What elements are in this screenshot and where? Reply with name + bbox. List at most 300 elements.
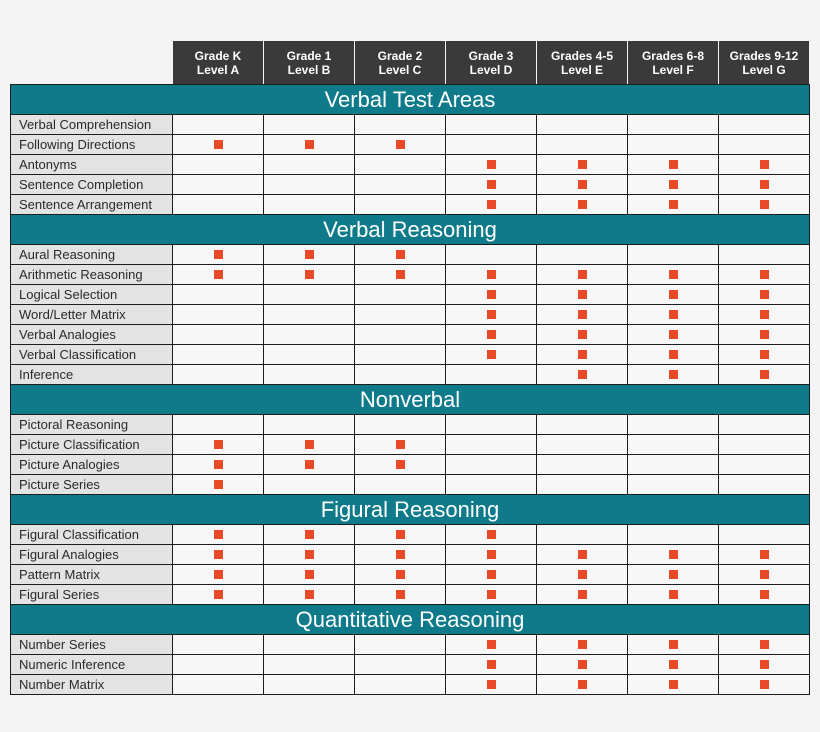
section-row (11, 385, 810, 415)
included-marker-icon (487, 270, 496, 279)
level-cell (173, 325, 264, 345)
included-marker-icon (578, 550, 587, 559)
test-areas-table (10, 40, 810, 695)
included-marker-icon (396, 440, 405, 449)
section-title: Figural Reasoning (11, 495, 810, 525)
level-cell (537, 345, 628, 365)
included-marker-icon (396, 570, 405, 579)
level-label: Level C (378, 62, 422, 77)
row-label: Figural Series (11, 585, 173, 605)
included-marker-icon (396, 250, 405, 259)
level-cell (446, 305, 537, 325)
level-cell (719, 565, 810, 585)
level-cell (355, 675, 446, 695)
column-header-6 (628, 41, 719, 85)
included-marker-icon (760, 680, 769, 689)
level-cell (446, 565, 537, 585)
included-marker-icon (760, 310, 769, 319)
included-marker-icon (487, 160, 496, 169)
level-cell (446, 415, 537, 435)
column-header-2 (264, 41, 355, 85)
level-cell (173, 635, 264, 655)
included-marker-icon (487, 530, 496, 539)
row-label: Number Matrix (11, 675, 173, 695)
level-cell (355, 175, 446, 195)
table-row (11, 175, 810, 195)
included-marker-icon (669, 290, 678, 299)
level-cell (173, 565, 264, 585)
included-marker-icon (578, 350, 587, 359)
included-marker-icon (305, 550, 314, 559)
included-marker-icon (214, 590, 223, 599)
included-marker-icon (578, 370, 587, 379)
section-title: Verbal Reasoning (11, 215, 810, 245)
table-row (11, 365, 810, 385)
level-cell (537, 115, 628, 135)
level-cell (446, 135, 537, 155)
level-cell (173, 525, 264, 545)
row-label: Picture Series (11, 475, 173, 495)
level-cell (719, 345, 810, 365)
row-label: Pictoral Reasoning (11, 415, 173, 435)
included-marker-icon (214, 140, 223, 149)
level-cell (719, 435, 810, 455)
included-marker-icon (214, 460, 223, 469)
level-cell (355, 365, 446, 385)
included-marker-icon (305, 270, 314, 279)
included-marker-icon (760, 350, 769, 359)
included-marker-icon (305, 140, 314, 149)
included-marker-icon (760, 160, 769, 169)
table-row (11, 675, 810, 695)
level-cell (628, 655, 719, 675)
level-cell (719, 265, 810, 285)
level-cell (264, 305, 355, 325)
row-label: Figural Classification (11, 525, 173, 545)
level-cell (537, 365, 628, 385)
level-cell (173, 265, 264, 285)
level-cell (264, 325, 355, 345)
level-cell (355, 475, 446, 495)
included-marker-icon (487, 200, 496, 209)
included-marker-icon (487, 640, 496, 649)
included-marker-icon (669, 160, 678, 169)
level-cell (264, 525, 355, 545)
row-label: Arithmetic Reasoning (11, 265, 173, 285)
included-marker-icon (669, 550, 678, 559)
level-cell (628, 545, 719, 565)
section-row (11, 85, 810, 115)
level-cell (719, 115, 810, 135)
level-cell (719, 135, 810, 155)
table-row (11, 285, 810, 305)
level-cell (628, 415, 719, 435)
table-row (11, 655, 810, 675)
included-marker-icon (305, 590, 314, 599)
table-row (11, 325, 810, 345)
row-label: Sentence Completion (11, 175, 173, 195)
included-marker-icon (487, 590, 496, 599)
included-marker-icon (214, 440, 223, 449)
included-marker-icon (760, 200, 769, 209)
level-cell (173, 545, 264, 565)
row-label: Number Series (11, 635, 173, 655)
header-corner (11, 41, 173, 85)
level-cell (719, 655, 810, 675)
level-cell (264, 545, 355, 565)
included-marker-icon (578, 200, 587, 209)
level-cell (355, 415, 446, 435)
included-marker-icon (669, 180, 678, 189)
row-label: Pattern Matrix (11, 565, 173, 585)
level-cell (264, 195, 355, 215)
column-header-row (11, 41, 810, 85)
level-cell (628, 195, 719, 215)
level-label: Level A (196, 62, 240, 77)
included-marker-icon (669, 570, 678, 579)
included-marker-icon (760, 660, 769, 669)
level-cell (719, 365, 810, 385)
table-row (11, 245, 810, 265)
level-cell (173, 655, 264, 675)
level-cell (355, 115, 446, 135)
included-marker-icon (760, 290, 769, 299)
level-cell (264, 455, 355, 475)
grade-label: Grades 9-12 (729, 48, 799, 63)
level-cell (355, 265, 446, 285)
level-cell (719, 155, 810, 175)
level-cell (719, 585, 810, 605)
included-marker-icon (305, 460, 314, 469)
included-marker-icon (396, 590, 405, 599)
level-cell (355, 455, 446, 475)
included-marker-icon (578, 160, 587, 169)
column-header-5 (537, 41, 628, 85)
level-cell (628, 635, 719, 655)
section-title: Quantitative Reasoning (11, 605, 810, 635)
level-cell (264, 115, 355, 135)
grade-label: Grade 2 (377, 48, 423, 63)
table-row (11, 115, 810, 135)
level-cell (628, 325, 719, 345)
table-row (11, 585, 810, 605)
level-cell (355, 135, 446, 155)
level-cell (446, 675, 537, 695)
level-cell (628, 345, 719, 365)
level-cell (628, 565, 719, 585)
included-marker-icon (396, 530, 405, 539)
included-marker-icon (487, 180, 496, 189)
level-cell (446, 545, 537, 565)
level-cell (628, 675, 719, 695)
column-header-7 (719, 41, 810, 85)
level-cell (628, 455, 719, 475)
row-label: Word/Letter Matrix (11, 305, 173, 325)
level-cell (719, 635, 810, 655)
level-cell (173, 155, 264, 175)
level-cell (628, 585, 719, 605)
level-cell (537, 195, 628, 215)
table-row (11, 565, 810, 585)
included-marker-icon (578, 660, 587, 669)
level-cell (173, 305, 264, 325)
included-marker-icon (760, 180, 769, 189)
table-row (11, 475, 810, 495)
level-cell (537, 305, 628, 325)
level-cell (537, 525, 628, 545)
level-cell (719, 675, 810, 695)
level-cell (719, 285, 810, 305)
level-cell (264, 365, 355, 385)
included-marker-icon (396, 140, 405, 149)
level-label: Level B (287, 62, 331, 77)
level-cell (719, 455, 810, 475)
level-cell (537, 585, 628, 605)
included-marker-icon (487, 660, 496, 669)
included-marker-icon (214, 270, 223, 279)
included-marker-icon (669, 370, 678, 379)
row-label: Sentence Arrangement (11, 195, 173, 215)
column-header-1 (173, 41, 264, 85)
level-cell (355, 635, 446, 655)
level-cell (264, 345, 355, 365)
table-row (11, 455, 810, 475)
level-cell (537, 435, 628, 455)
table-row (11, 195, 810, 215)
level-cell (628, 155, 719, 175)
level-cell (719, 545, 810, 565)
level-cell (628, 265, 719, 285)
table-row (11, 525, 810, 545)
level-cell (628, 285, 719, 305)
level-cell (264, 175, 355, 195)
level-cell (446, 455, 537, 475)
level-cell (628, 245, 719, 265)
included-marker-icon (669, 660, 678, 669)
level-cell (537, 455, 628, 475)
level-cell (446, 365, 537, 385)
section-row (11, 495, 810, 525)
included-marker-icon (487, 310, 496, 319)
level-cell (719, 245, 810, 265)
row-label: Verbal Classification (11, 345, 173, 365)
level-cell (264, 675, 355, 695)
included-marker-icon (669, 680, 678, 689)
level-cell (173, 175, 264, 195)
grade-label: Grade 3 (468, 48, 514, 63)
level-cell (537, 415, 628, 435)
level-cell (628, 475, 719, 495)
level-cell (719, 195, 810, 215)
level-cell (719, 475, 810, 495)
included-marker-icon (578, 330, 587, 339)
level-cell (446, 655, 537, 675)
level-cell (628, 525, 719, 545)
level-label: Level F (652, 62, 694, 77)
level-cell (537, 245, 628, 265)
level-cell (446, 345, 537, 365)
included-marker-icon (396, 270, 405, 279)
included-marker-icon (669, 310, 678, 319)
level-cell (628, 305, 719, 325)
included-marker-icon (214, 570, 223, 579)
level-cell (719, 325, 810, 345)
row-label: Following Directions (11, 135, 173, 155)
level-cell (173, 245, 264, 265)
row-label: Aural Reasoning (11, 245, 173, 265)
level-cell (264, 135, 355, 155)
grade-label: Grade 1 (286, 48, 332, 63)
included-marker-icon (578, 180, 587, 189)
row-label: Picture Analogies (11, 455, 173, 475)
included-marker-icon (578, 270, 587, 279)
level-cell (173, 195, 264, 215)
table-row (11, 435, 810, 455)
table-row (11, 545, 810, 565)
row-label: Inference (11, 365, 173, 385)
grade-label: Grade K (194, 48, 242, 63)
included-marker-icon (669, 200, 678, 209)
level-cell (719, 415, 810, 435)
row-label: Picture Classification (11, 435, 173, 455)
included-marker-icon (669, 590, 678, 599)
level-cell (355, 195, 446, 215)
level-cell (719, 305, 810, 325)
level-cell (537, 565, 628, 585)
level-cell (628, 135, 719, 155)
level-cell (537, 545, 628, 565)
level-cell (264, 635, 355, 655)
included-marker-icon (214, 530, 223, 539)
included-marker-icon (669, 640, 678, 649)
column-header-4 (446, 41, 537, 85)
included-marker-icon (487, 350, 496, 359)
level-cell (355, 155, 446, 175)
level-cell (628, 435, 719, 455)
level-cell (719, 525, 810, 545)
level-cell (355, 545, 446, 565)
included-marker-icon (669, 350, 678, 359)
included-marker-icon (669, 330, 678, 339)
level-label: Level G (742, 62, 786, 77)
level-cell (173, 345, 264, 365)
table-row (11, 265, 810, 285)
included-marker-icon (214, 550, 223, 559)
level-cell (264, 245, 355, 265)
level-cell (355, 325, 446, 345)
included-marker-icon (396, 460, 405, 469)
level-label: Level E (560, 62, 604, 77)
level-cell (446, 265, 537, 285)
level-cell (173, 475, 264, 495)
row-label: Verbal Analogies (11, 325, 173, 345)
grade-label: Grades 4-5 (550, 48, 614, 63)
level-cell (264, 155, 355, 175)
level-cell (628, 365, 719, 385)
level-cell (355, 525, 446, 545)
level-cell (173, 365, 264, 385)
included-marker-icon (305, 530, 314, 539)
included-marker-icon (760, 640, 769, 649)
level-cell (173, 455, 264, 475)
level-cell (537, 475, 628, 495)
included-marker-icon (214, 250, 223, 259)
included-marker-icon (487, 330, 496, 339)
level-cell (537, 175, 628, 195)
level-cell (719, 175, 810, 195)
row-label: Verbal Comprehension (11, 115, 173, 135)
table-row (11, 305, 810, 325)
level-cell (264, 435, 355, 455)
level-cell (264, 265, 355, 285)
included-marker-icon (305, 570, 314, 579)
level-cell (446, 115, 537, 135)
included-marker-icon (487, 550, 496, 559)
included-marker-icon (760, 550, 769, 559)
included-marker-icon (760, 570, 769, 579)
row-label: Numeric Inference (11, 655, 173, 675)
level-cell (446, 195, 537, 215)
row-label: Figural Analogies (11, 545, 173, 565)
level-cell (537, 265, 628, 285)
included-marker-icon (305, 440, 314, 449)
included-marker-icon (760, 590, 769, 599)
row-label: Antonyms (11, 155, 173, 175)
included-marker-icon (578, 590, 587, 599)
included-marker-icon (578, 290, 587, 299)
level-cell (537, 155, 628, 175)
level-cell (173, 135, 264, 155)
level-cell (264, 475, 355, 495)
level-cell (446, 585, 537, 605)
included-marker-icon (760, 330, 769, 339)
level-cell (537, 285, 628, 305)
section-title: Nonverbal (11, 385, 810, 415)
table-row (11, 345, 810, 365)
level-cell (355, 565, 446, 585)
level-cell (446, 475, 537, 495)
section-row (11, 605, 810, 635)
section-row (11, 215, 810, 245)
level-cell (537, 635, 628, 655)
level-cell (537, 325, 628, 345)
included-marker-icon (396, 550, 405, 559)
level-cell (355, 655, 446, 675)
level-cell (264, 585, 355, 605)
included-marker-icon (578, 310, 587, 319)
level-cell (355, 585, 446, 605)
included-marker-icon (760, 370, 769, 379)
level-cell (173, 435, 264, 455)
level-cell (355, 345, 446, 365)
row-label: Logical Selection (11, 285, 173, 305)
included-marker-icon (760, 270, 769, 279)
level-cell (446, 285, 537, 305)
level-cell (446, 175, 537, 195)
table-row (11, 415, 810, 435)
level-cell (355, 435, 446, 455)
included-marker-icon (305, 250, 314, 259)
level-cell (537, 135, 628, 155)
level-cell (355, 285, 446, 305)
level-cell (355, 305, 446, 325)
level-cell (537, 655, 628, 675)
level-cell (446, 155, 537, 175)
included-marker-icon (487, 680, 496, 689)
included-marker-icon (214, 480, 223, 489)
level-cell (173, 285, 264, 305)
level-cell (173, 585, 264, 605)
